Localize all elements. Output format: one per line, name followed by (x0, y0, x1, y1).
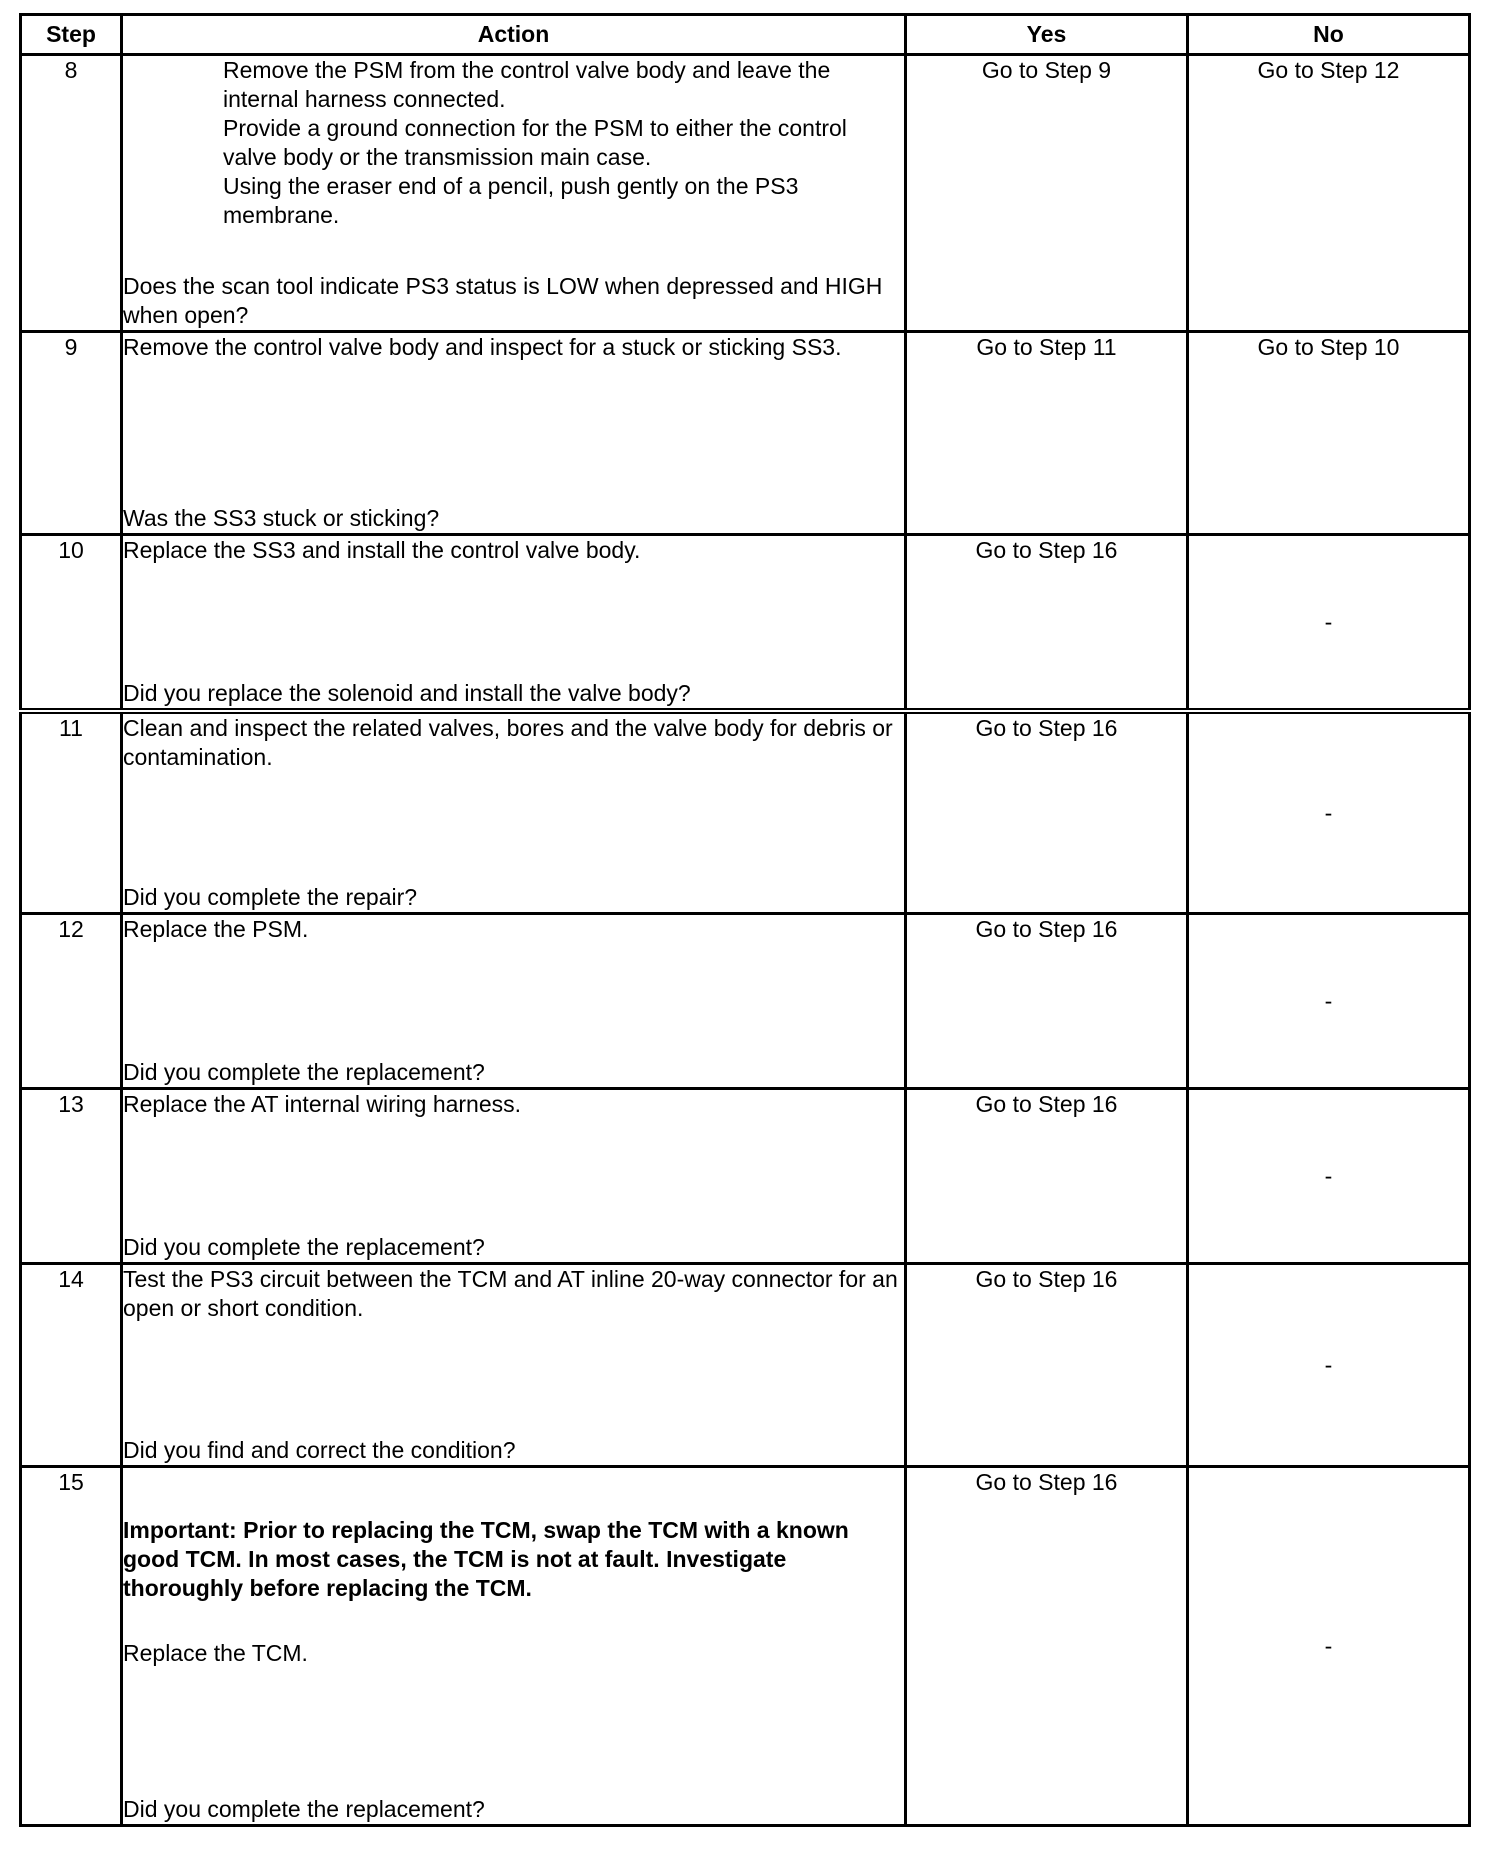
table-row (21, 55, 1470, 332)
action-cell (122, 914, 906, 1089)
table-row (21, 535, 1470, 712)
yes-cell: Go to Step 11 (906, 332, 1188, 535)
step-number: 14 (21, 1264, 122, 1467)
action-line: Remove the PSM from the control valve body and leave the internal harness connected. (223, 57, 831, 112)
action-line: Using the eraser end of a pencil, push gently on the PS3 membrane. (223, 173, 799, 228)
step-number: 9 (21, 332, 122, 535)
header-yes: Yes (906, 15, 1188, 55)
action-question: Was the SS3 stuck or sticking? (123, 505, 440, 531)
step-number: 11 (21, 711, 122, 914)
no-cell: - (1188, 711, 1470, 914)
action-text: Test the PS3 circuit between the TCM and AT inline 20-way connector for an open or short condition. (123, 1266, 898, 1321)
action-line: Provide a ground connection for the PSM to either the control valve body or the transmission main case. (223, 115, 847, 170)
diagnostic-table (19, 13, 1471, 1827)
action-question: Did you complete the replacement? (123, 1796, 485, 1822)
action-instructions (123, 56, 904, 230)
table-row (21, 914, 1470, 1089)
step-number: 12 (21, 914, 122, 1089)
action-text: Replace the PSM. (123, 916, 309, 942)
action-question: Does the scan tool indicate PS3 status is LOW when depressed and HIGH when open? (123, 273, 883, 328)
no-cell: - (1188, 914, 1470, 1089)
yes-cell: Go to Step 16 (906, 1089, 1188, 1264)
action-question: Did you complete the repair? (123, 884, 418, 910)
action-question: Did you complete the replacement? (123, 1059, 485, 1085)
no-cell: - (1188, 1264, 1470, 1467)
action-body (123, 1468, 904, 1668)
action-cell (122, 55, 906, 332)
table-row (21, 1467, 1470, 1826)
action-text: Remove the control valve body and inspect for a stuck or sticking SS3. (123, 334, 842, 360)
action-text: Replace the TCM. (123, 1640, 308, 1666)
action-question: Did you complete the replacement? (123, 1234, 485, 1260)
header-step: Step (21, 15, 122, 55)
yes-cell: Go to Step 16 (906, 1467, 1188, 1826)
header-row (21, 15, 1470, 55)
no-cell: Go to Step 10 (1188, 332, 1470, 535)
action-cell (122, 1089, 906, 1264)
action-cell (122, 332, 906, 535)
step-number: 10 (21, 535, 122, 712)
action-text: Replace the AT internal wiring harness. (123, 1091, 522, 1117)
table-row (21, 711, 1470, 914)
action-cell (122, 1264, 906, 1467)
header-action: Action (122, 15, 906, 55)
no-cell: - (1188, 1089, 1470, 1264)
yes-cell: Go to Step 16 (906, 914, 1188, 1089)
action-text: Clean and inspect the related valves, bores and the valve body for debris or contamination. (123, 715, 893, 770)
yes-cell: Go to Step 16 (906, 535, 1188, 712)
step-number: 8 (21, 55, 122, 332)
action-cell (122, 711, 906, 914)
yes-cell: Go to Step 16 (906, 711, 1188, 914)
no-cell: - (1188, 535, 1470, 712)
yes-cell: Go to Step 16 (906, 1264, 1188, 1467)
action-question: Did you find and correct the condition? (123, 1437, 516, 1463)
table-row (21, 1264, 1470, 1467)
yes-cell: Go to Step 9 (906, 55, 1188, 332)
no-cell: - (1188, 1467, 1470, 1826)
table-row (21, 332, 1470, 535)
step-number: 13 (21, 1089, 122, 1264)
no-cell: Go to Step 12 (1188, 55, 1470, 332)
table-row (21, 1089, 1470, 1264)
header-no: No (1188, 15, 1470, 55)
action-cell (122, 1467, 906, 1826)
action-cell (122, 535, 906, 712)
action-text: Replace the SS3 and install the control valve body. (123, 537, 641, 563)
step-number: 15 (21, 1467, 122, 1826)
important-note: Important: Prior to replacing the TCM, swap the TCM with a known good TCM. In most cases, the TCM is not at fault. Investigate thoroughly before replacing the TCM. (123, 1517, 849, 1601)
action-question: Did you replace the solenoid and install the valve body? (123, 680, 691, 706)
